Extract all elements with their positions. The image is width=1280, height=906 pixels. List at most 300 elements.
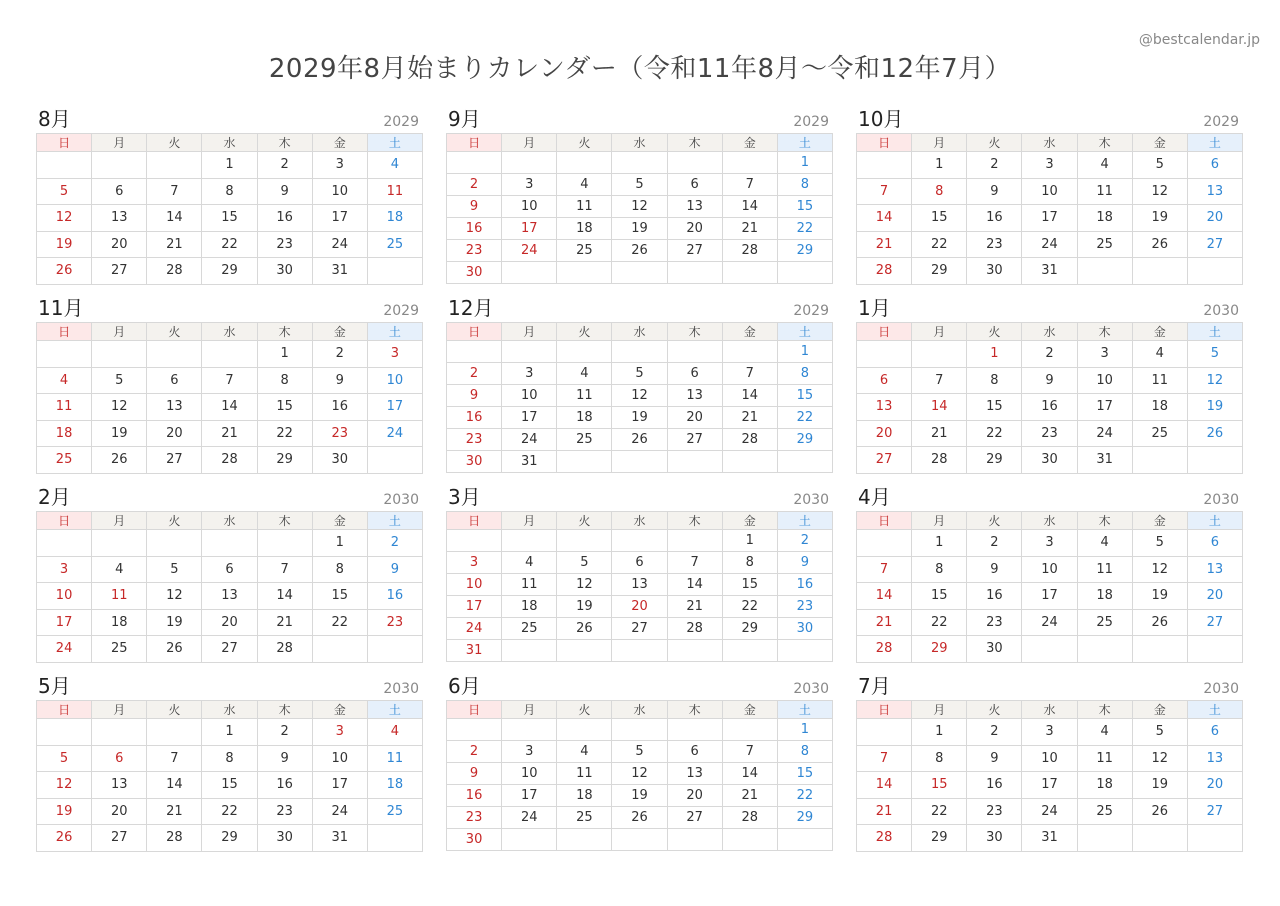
weekday-label: 日 (37, 512, 92, 530)
day-cell: 7 (722, 741, 777, 763)
day-cell: 23 (257, 798, 312, 825)
week-row (37, 719, 423, 746)
day-cell: 1 (777, 341, 832, 363)
weekday-header-row (37, 323, 423, 341)
day-cell: 3 (1022, 719, 1077, 746)
weekday-label: 土 (1187, 512, 1242, 530)
day-cell: 20 (667, 785, 722, 807)
day-cell: 22 (777, 218, 832, 240)
day-cell: 9 (367, 556, 422, 583)
week-row (447, 152, 833, 174)
day-cell: 16 (447, 785, 502, 807)
day-cell: 5 (37, 745, 92, 772)
day-cell: 2 (257, 152, 312, 179)
empty-cell (667, 719, 722, 741)
day-cell: 23 (777, 596, 832, 618)
day-cell: 1 (967, 341, 1022, 368)
day-cell: 17 (312, 205, 367, 232)
day-cell: 17 (1077, 394, 1132, 421)
empty-cell (1187, 258, 1242, 285)
day-cell: 27 (1187, 798, 1242, 825)
day-cell: 24 (502, 807, 557, 829)
day-cell: 14 (147, 205, 202, 232)
day-cell: 20 (857, 420, 912, 447)
month-table (856, 133, 1243, 285)
day-cell: 18 (92, 609, 147, 636)
day-cell: 28 (722, 240, 777, 262)
empty-cell (367, 825, 422, 852)
day-cell: 24 (502, 240, 557, 262)
day-cell: 8 (257, 367, 312, 394)
day-cell: 9 (257, 745, 312, 772)
empty-cell (92, 152, 147, 179)
day-cell: 2 (447, 741, 502, 763)
weekday-label: 水 (1022, 512, 1077, 530)
day-cell: 6 (1187, 152, 1242, 179)
month-header (36, 675, 423, 700)
day-cell: 15 (777, 385, 832, 407)
weekday-label: 水 (1022, 134, 1077, 152)
day-cell: 15 (202, 772, 257, 799)
day-cell: 12 (92, 394, 147, 421)
day-cell: 20 (147, 420, 202, 447)
weekday-label: 日 (37, 701, 92, 719)
day-cell: 30 (312, 447, 367, 474)
week-row (857, 367, 1243, 394)
day-cell: 31 (1022, 258, 1077, 285)
week-row (447, 596, 833, 618)
month-name: 9月 (448, 107, 481, 131)
day-cell: 29 (722, 618, 777, 640)
empty-cell (447, 719, 502, 741)
empty-cell (92, 719, 147, 746)
empty-cell (612, 152, 667, 174)
day-cell: 18 (1077, 583, 1132, 610)
empty-cell (502, 262, 557, 284)
day-cell: 11 (502, 574, 557, 596)
day-cell: 10 (367, 367, 422, 394)
empty-cell (1077, 825, 1132, 852)
day-cell: 2 (967, 530, 1022, 557)
month-year: 2029 (793, 114, 829, 130)
month-header (446, 297, 833, 322)
day-cell: 11 (367, 745, 422, 772)
day-cell: 5 (557, 552, 612, 574)
weekday-header-row (857, 134, 1243, 152)
empty-cell (202, 530, 257, 557)
month-name: 2月 (38, 485, 71, 509)
day-cell: 20 (667, 218, 722, 240)
weekday-label: 水 (612, 323, 667, 341)
day-cell: 4 (367, 719, 422, 746)
week-row (857, 609, 1243, 636)
week-row (857, 341, 1243, 368)
weekday-label: 火 (557, 512, 612, 530)
day-cell: 21 (257, 609, 312, 636)
day-cell: 8 (722, 552, 777, 574)
weekday-label: 水 (1022, 701, 1077, 719)
empty-cell (1187, 447, 1242, 474)
week-row (857, 530, 1243, 557)
day-cell: 6 (857, 367, 912, 394)
day-cell: 27 (1187, 609, 1242, 636)
day-cell: 5 (612, 741, 667, 763)
week-row (37, 530, 423, 557)
day-cell: 16 (367, 583, 422, 610)
day-cell: 27 (667, 240, 722, 262)
weekday-label: 土 (367, 323, 422, 341)
empty-cell (557, 262, 612, 284)
weekday-header-row (37, 134, 423, 152)
day-cell: 3 (502, 174, 557, 196)
day-cell: 8 (912, 178, 967, 205)
day-cell: 9 (967, 745, 1022, 772)
week-row (857, 745, 1243, 772)
weekday-label: 木 (1077, 701, 1132, 719)
day-cell: 1 (722, 530, 777, 552)
day-cell: 24 (1022, 231, 1077, 258)
weekday-label: 火 (967, 323, 1022, 341)
week-row (37, 178, 423, 205)
weekday-label: 木 (667, 323, 722, 341)
empty-cell (777, 262, 832, 284)
month-name: 3月 (448, 485, 481, 509)
day-cell: 29 (777, 240, 832, 262)
day-cell: 12 (37, 772, 92, 799)
empty-cell (502, 640, 557, 662)
day-cell: 5 (612, 174, 667, 196)
empty-cell (557, 640, 612, 662)
day-cell: 30 (447, 262, 502, 284)
empty-cell (367, 447, 422, 474)
day-cell: 22 (202, 798, 257, 825)
week-row (447, 741, 833, 763)
empty-cell (147, 341, 202, 368)
week-row (37, 798, 423, 825)
empty-cell (1077, 258, 1132, 285)
day-cell: 11 (1077, 745, 1132, 772)
weekday-label: 金 (722, 701, 777, 719)
day-cell: 1 (202, 152, 257, 179)
day-cell: 2 (967, 152, 1022, 179)
day-cell: 9 (257, 178, 312, 205)
empty-cell (502, 152, 557, 174)
day-cell: 9 (967, 178, 1022, 205)
day-cell: 1 (257, 341, 312, 368)
week-row (37, 420, 423, 447)
day-cell: 11 (92, 583, 147, 610)
empty-cell (722, 829, 777, 851)
day-cell: 13 (667, 196, 722, 218)
weekday-label: 火 (557, 134, 612, 152)
day-cell: 26 (147, 636, 202, 663)
day-cell: 28 (147, 825, 202, 852)
week-row (37, 394, 423, 421)
day-cell: 26 (557, 618, 612, 640)
day-cell: 3 (312, 152, 367, 179)
weekday-label: 月 (92, 134, 147, 152)
month-table (856, 700, 1243, 852)
empty-cell (667, 640, 722, 662)
week-row (447, 719, 833, 741)
day-cell: 29 (967, 447, 1022, 474)
weekday-label: 火 (557, 323, 612, 341)
empty-cell (502, 341, 557, 363)
week-row (447, 262, 833, 284)
empty-cell (857, 341, 912, 368)
day-cell: 3 (502, 363, 557, 385)
day-cell: 14 (257, 583, 312, 610)
weekday-label: 火 (147, 512, 202, 530)
day-cell: 30 (447, 829, 502, 851)
week-row (447, 552, 833, 574)
day-cell: 19 (557, 596, 612, 618)
day-cell: 8 (967, 367, 1022, 394)
empty-cell (37, 530, 92, 557)
day-cell: 23 (447, 240, 502, 262)
week-row (447, 451, 833, 473)
empty-cell (612, 530, 667, 552)
weekday-label: 土 (367, 512, 422, 530)
day-cell: 23 (367, 609, 422, 636)
day-cell: 23 (967, 231, 1022, 258)
day-cell: 27 (92, 258, 147, 285)
day-cell: 18 (367, 772, 422, 799)
week-row (37, 341, 423, 368)
empty-cell (857, 530, 912, 557)
month-table (36, 322, 423, 474)
day-cell: 29 (202, 258, 257, 285)
weekday-label: 金 (1132, 323, 1187, 341)
month-name: 6月 (448, 674, 481, 698)
day-cell: 4 (1077, 152, 1132, 179)
day-cell: 4 (37, 367, 92, 394)
day-cell: 21 (667, 596, 722, 618)
empty-cell (912, 341, 967, 368)
day-cell: 17 (1022, 205, 1077, 232)
weekday-label: 日 (37, 323, 92, 341)
day-cell: 8 (912, 745, 967, 772)
week-row (857, 394, 1243, 421)
day-cell: 3 (367, 341, 422, 368)
day-cell: 4 (367, 152, 422, 179)
day-cell: 16 (447, 407, 502, 429)
day-cell: 14 (722, 763, 777, 785)
empty-cell (92, 341, 147, 368)
month-header (856, 675, 1243, 700)
day-cell: 6 (147, 367, 202, 394)
day-cell: 7 (667, 552, 722, 574)
day-cell: 8 (777, 741, 832, 763)
empty-cell (1132, 825, 1187, 852)
weekday-label: 木 (257, 134, 312, 152)
day-cell: 17 (37, 609, 92, 636)
day-cell: 1 (312, 530, 367, 557)
week-row (857, 447, 1243, 474)
empty-cell (667, 829, 722, 851)
month-calendar (36, 297, 423, 474)
empty-cell (857, 152, 912, 179)
empty-cell (447, 341, 502, 363)
day-cell: 2 (777, 530, 832, 552)
day-cell: 5 (147, 556, 202, 583)
month-year: 2029 (383, 114, 419, 130)
empty-cell (777, 640, 832, 662)
week-row (37, 609, 423, 636)
week-row (37, 447, 423, 474)
weekday-label: 日 (857, 323, 912, 341)
day-cell: 22 (912, 798, 967, 825)
day-cell: 11 (1077, 556, 1132, 583)
day-cell: 3 (1077, 341, 1132, 368)
day-cell: 31 (312, 825, 367, 852)
day-cell: 9 (1022, 367, 1077, 394)
day-cell: 5 (1132, 530, 1187, 557)
day-cell: 28 (857, 636, 912, 663)
day-cell: 8 (202, 745, 257, 772)
weekday-label: 金 (312, 701, 367, 719)
day-cell: 16 (967, 772, 1022, 799)
weekday-label: 火 (967, 134, 1022, 152)
weekday-label: 金 (1132, 134, 1187, 152)
weekday-label: 水 (1022, 323, 1077, 341)
day-cell: 10 (502, 196, 557, 218)
week-row (37, 367, 423, 394)
empty-cell (612, 719, 667, 741)
weekday-label: 土 (777, 512, 832, 530)
day-cell: 11 (367, 178, 422, 205)
day-cell: 20 (202, 609, 257, 636)
day-cell: 16 (257, 205, 312, 232)
week-row (37, 258, 423, 285)
day-cell: 27 (202, 636, 257, 663)
empty-cell (612, 829, 667, 851)
month-header (446, 486, 833, 511)
day-cell: 20 (92, 231, 147, 258)
day-cell: 29 (777, 429, 832, 451)
day-cell: 9 (967, 556, 1022, 583)
day-cell: 7 (912, 367, 967, 394)
day-cell: 14 (857, 205, 912, 232)
week-row (447, 240, 833, 262)
week-row (37, 745, 423, 772)
weekday-label: 土 (1187, 701, 1242, 719)
weekday-label: 月 (912, 134, 967, 152)
day-cell: 22 (312, 609, 367, 636)
week-row (447, 196, 833, 218)
site-credit: @bestcalendar.jp (1138, 32, 1260, 48)
weekday-label: 水 (612, 701, 667, 719)
day-cell: 28 (147, 258, 202, 285)
day-cell: 22 (967, 420, 1022, 447)
weekday-label: 木 (667, 512, 722, 530)
day-cell: 21 (147, 798, 202, 825)
day-cell: 28 (257, 636, 312, 663)
day-cell: 14 (722, 196, 777, 218)
empty-cell (447, 530, 502, 552)
day-cell: 5 (1132, 719, 1187, 746)
weekday-label: 金 (312, 512, 367, 530)
empty-cell (312, 636, 367, 663)
weekday-header-row (447, 323, 833, 341)
week-row (857, 825, 1243, 852)
day-cell: 13 (92, 205, 147, 232)
day-cell: 6 (667, 174, 722, 196)
day-cell: 24 (367, 420, 422, 447)
empty-cell (667, 341, 722, 363)
empty-cell (612, 640, 667, 662)
weekday-header-row (857, 323, 1243, 341)
weekday-label: 火 (967, 701, 1022, 719)
empty-cell (92, 530, 147, 557)
day-cell: 6 (612, 552, 667, 574)
day-cell: 9 (447, 385, 502, 407)
day-cell: 29 (912, 825, 967, 852)
day-cell: 21 (147, 231, 202, 258)
day-cell: 14 (857, 772, 912, 799)
day-cell: 10 (1022, 556, 1077, 583)
weekday-label: 木 (1077, 512, 1132, 530)
day-cell: 18 (367, 205, 422, 232)
day-cell: 7 (722, 363, 777, 385)
day-cell: 17 (502, 218, 557, 240)
month-year: 2029 (793, 303, 829, 319)
day-cell: 31 (447, 640, 502, 662)
day-cell: 30 (1022, 447, 1077, 474)
empty-cell (1132, 258, 1187, 285)
day-cell: 25 (1077, 609, 1132, 636)
day-cell: 27 (147, 447, 202, 474)
month-header (446, 675, 833, 700)
weekday-label: 土 (777, 323, 832, 341)
page-title: 2029年8月始まりカレンダー（令和11年8月〜令和12年7月） (268, 54, 1012, 84)
week-row (447, 174, 833, 196)
day-cell: 19 (37, 798, 92, 825)
day-cell: 7 (857, 745, 912, 772)
day-cell: 30 (257, 825, 312, 852)
weekday-label: 水 (202, 701, 257, 719)
day-cell: 30 (967, 825, 1022, 852)
month-year: 2030 (1203, 303, 1239, 319)
week-row (447, 429, 833, 451)
day-cell: 31 (1077, 447, 1132, 474)
day-cell: 23 (447, 429, 502, 451)
empty-cell (667, 152, 722, 174)
day-cell: 15 (967, 394, 1022, 421)
empty-cell (667, 451, 722, 473)
day-cell: 12 (1132, 745, 1187, 772)
day-cell: 12 (1132, 178, 1187, 205)
week-row (447, 530, 833, 552)
day-cell: 15 (777, 196, 832, 218)
day-cell: 3 (1022, 530, 1077, 557)
week-row (37, 556, 423, 583)
month-year: 2030 (383, 681, 419, 697)
day-cell: 7 (257, 556, 312, 583)
day-cell: 27 (612, 618, 667, 640)
month-calendar (36, 108, 423, 285)
week-row (857, 583, 1243, 610)
week-row (37, 583, 423, 610)
day-cell: 3 (37, 556, 92, 583)
weekday-label: 月 (92, 512, 147, 530)
empty-cell (37, 341, 92, 368)
week-row (857, 556, 1243, 583)
day-cell: 13 (667, 385, 722, 407)
day-cell: 22 (777, 407, 832, 429)
day-cell: 7 (147, 745, 202, 772)
month-calendar (856, 675, 1243, 852)
